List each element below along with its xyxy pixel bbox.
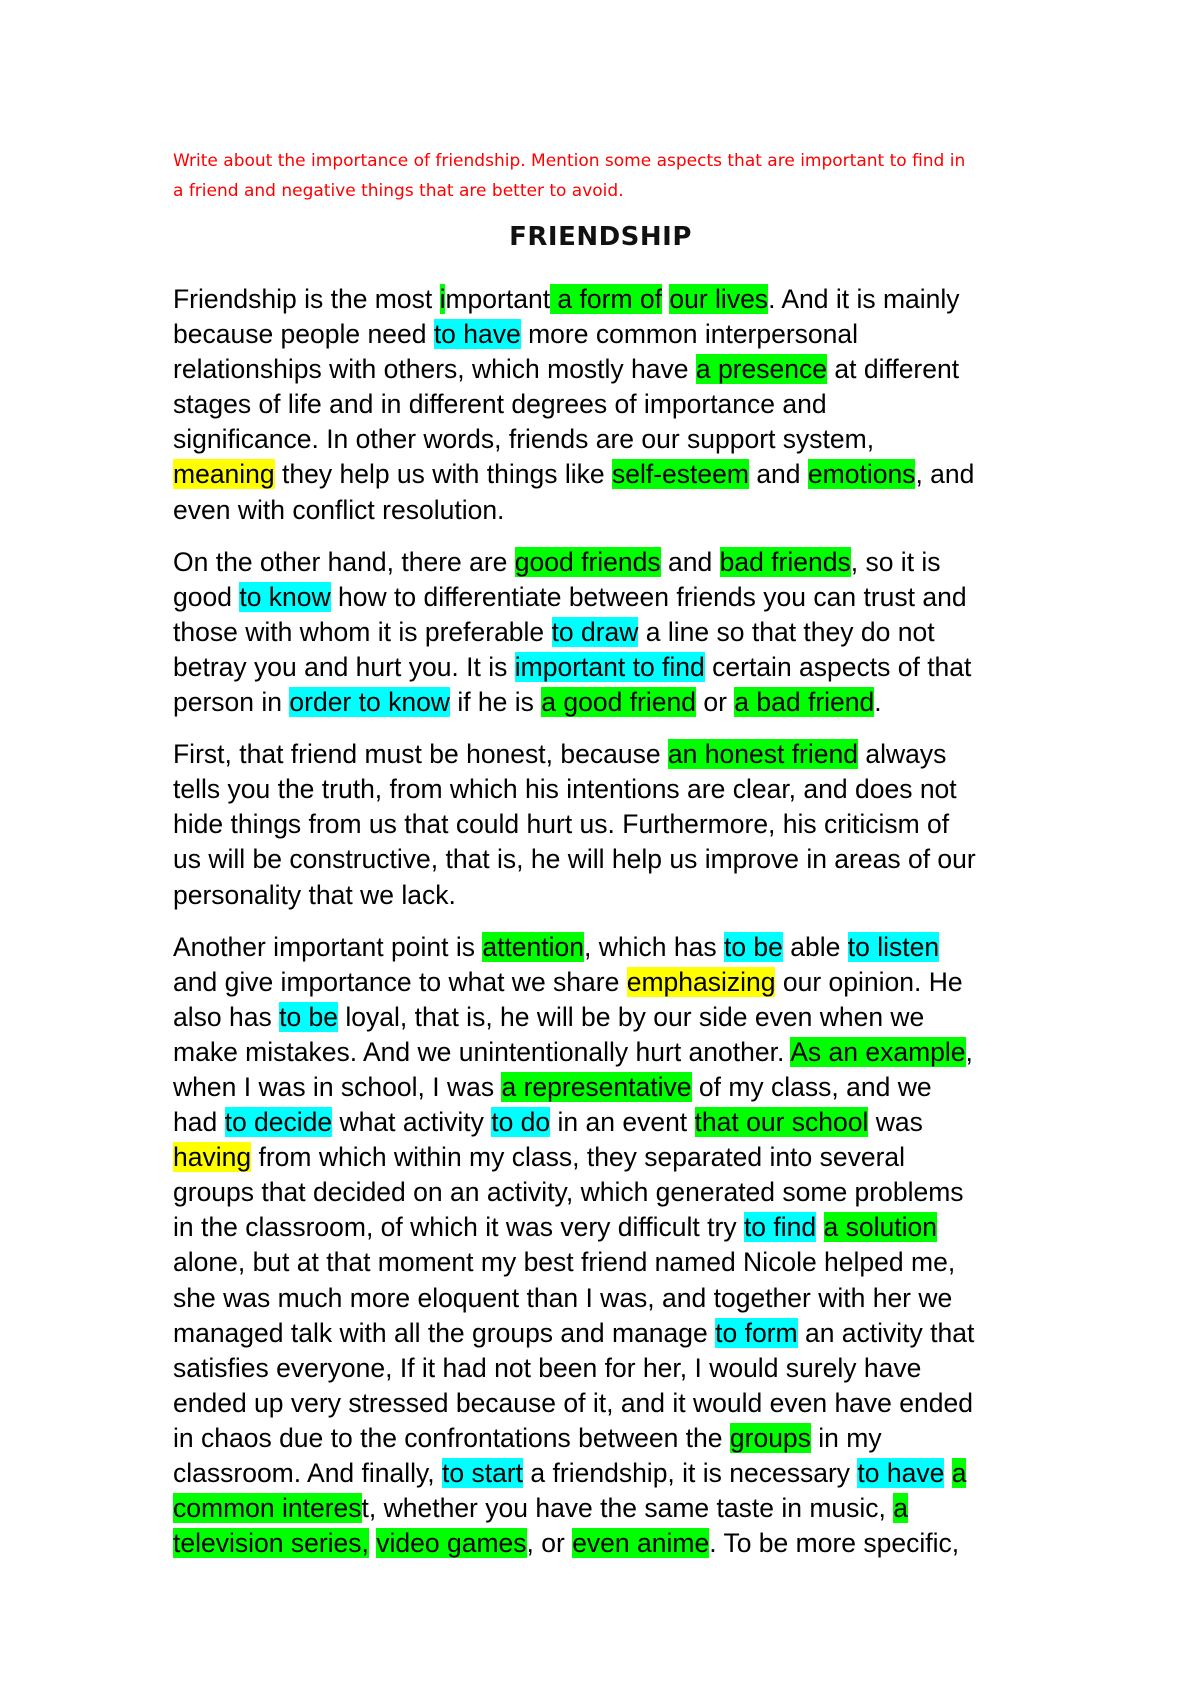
highlighted-phrase: common interes xyxy=(173,1493,362,1524)
highlighted-phrase: to start xyxy=(442,1458,524,1488)
text-line xyxy=(173,1281,1053,1316)
highlighted-phrase: a good friend xyxy=(541,687,696,718)
text-run: because people need xyxy=(173,319,434,350)
text-line xyxy=(173,1035,1053,1070)
text-run: good xyxy=(173,581,240,612)
highlighted-phrase: our lives xyxy=(669,284,769,314)
text-line xyxy=(173,807,1053,842)
text-line xyxy=(173,615,1053,650)
text-line xyxy=(173,1526,1053,1561)
highlighted-phrase: bad friends xyxy=(719,546,851,577)
text-line xyxy=(173,842,1053,877)
highlighted-phrase: order to know xyxy=(289,687,450,718)
highlighted-phrase: emphasizing xyxy=(626,966,776,997)
text-line xyxy=(173,352,1053,387)
text-run xyxy=(944,1458,951,1488)
prompt-line: a friend and negative things that are better to avoid. xyxy=(173,181,624,201)
highlighted-phrase: a xyxy=(951,1458,967,1488)
text-run: Another important point is xyxy=(173,931,483,962)
essay-paragraph xyxy=(173,930,1053,1562)
text-run: at different xyxy=(827,354,960,385)
text-run: in the classroom, of which it was very difficult try xyxy=(173,1212,744,1243)
text-run: . xyxy=(874,687,882,718)
text-run: more common interpersonal xyxy=(520,319,859,350)
text-run: First, that friend must be honest, because xyxy=(173,739,668,770)
text-line xyxy=(173,650,1053,685)
highlighted-phrase: to have xyxy=(857,1458,945,1488)
text-run: in my xyxy=(810,1422,882,1453)
highlighted-phrase: emotions xyxy=(807,459,916,490)
text-run: our opinion. He xyxy=(775,966,963,997)
text-line xyxy=(173,1140,1053,1175)
text-run: , which has xyxy=(584,931,724,962)
highlighted-phrase: having xyxy=(173,1142,252,1173)
highlighted-phrase: attention xyxy=(482,931,585,962)
highlighted-phrase: to be xyxy=(279,1001,339,1032)
highlighted-phrase: i xyxy=(439,284,446,314)
text-line xyxy=(173,772,1053,807)
text-line xyxy=(173,1070,1053,1105)
text-run: also has xyxy=(173,1001,280,1032)
essay-paragraph xyxy=(173,545,1053,720)
highlighted-phrase: even anime xyxy=(572,1528,710,1559)
highlighted-phrase: a form of xyxy=(550,284,662,314)
highlighted-phrase: good friends xyxy=(514,546,661,577)
text-line xyxy=(173,580,1053,615)
highlighted-phrase: to do xyxy=(491,1107,551,1138)
highlighted-phrase: meaning xyxy=(173,459,275,490)
text-run: they help us with things like xyxy=(274,459,612,490)
highlighted-phrase: a solution xyxy=(823,1212,937,1243)
text-line xyxy=(173,1351,1053,1386)
text-run: , so it is xyxy=(850,546,941,577)
text-line xyxy=(173,1105,1053,1140)
essay-paragraph xyxy=(173,282,1053,528)
text-line xyxy=(173,387,1053,422)
text-run: a line so that they do not xyxy=(638,616,935,647)
highlighted-phrase: an honest friend xyxy=(667,739,858,770)
text-run: us will be constructive, that is, he will help us improve in areas of our xyxy=(173,844,976,875)
text-run: a friendship, it is necessary xyxy=(523,1458,858,1488)
text-run: , xyxy=(965,1036,973,1067)
text-run: ended up very stressed because of it, and it would even have ended xyxy=(173,1387,973,1418)
text-run: in an event xyxy=(550,1107,695,1138)
essay-paragraph xyxy=(173,737,1053,912)
highlighted-phrase: important to find xyxy=(514,651,705,682)
text-run: personality that we lack. xyxy=(173,879,456,910)
highlighted-phrase: to have xyxy=(433,319,521,350)
text-run: stages of life and in different degrees of importance and xyxy=(173,389,827,420)
text-run: tells you the truth, from which his intentions are clear, and does not xyxy=(173,774,957,805)
text-run: Friendship is the most xyxy=(173,284,440,314)
text-run: what activity xyxy=(332,1107,492,1138)
text-line xyxy=(173,878,1053,913)
highlighted-phrase: self-esteem xyxy=(611,459,749,490)
text-run: make mistakes. And we unintentionally hurt another. xyxy=(173,1036,791,1067)
text-line xyxy=(173,685,1053,720)
text-run: certain aspects of that xyxy=(704,651,972,682)
text-line xyxy=(173,1491,1053,1526)
text-line xyxy=(173,930,1053,965)
text-line xyxy=(173,282,1053,317)
text-run: when I was in school, I was xyxy=(173,1071,502,1102)
text-run: an activity that xyxy=(797,1317,975,1348)
essay-title: FRIENDSHIP xyxy=(509,222,692,252)
highlighted-phrase: to listen xyxy=(847,931,940,962)
highlighted-phrase: to form xyxy=(715,1317,798,1348)
text-line xyxy=(173,1421,1053,1456)
text-run: On the other hand, there are xyxy=(173,546,515,577)
text-line xyxy=(173,457,1053,492)
text-run: and give importance to what we share xyxy=(173,966,627,997)
highlighted-phrase: to decide xyxy=(224,1107,333,1138)
text-run: mportant xyxy=(445,284,551,314)
text-run: , or xyxy=(526,1528,573,1559)
text-run: , and xyxy=(915,459,975,490)
text-line xyxy=(173,1175,1053,1210)
prompt-line: Write about the importance of friendship. Mention some aspects that are important to find in xyxy=(173,151,966,171)
text-run: in chaos due to the confrontations between the xyxy=(173,1422,730,1453)
highlighted-phrase: television series, xyxy=(173,1528,369,1559)
text-run: from which within my class, they separated into several xyxy=(251,1142,906,1173)
text-run: t, whether you have the same taste in music, xyxy=(361,1493,894,1524)
text-run: was xyxy=(868,1107,923,1138)
highlighted-phrase: that our school xyxy=(694,1107,869,1138)
highlighted-phrase: to draw xyxy=(551,616,639,647)
text-run: managed talk with all the groups and manage xyxy=(173,1317,716,1348)
text-run: those with whom it is preferable xyxy=(173,616,552,647)
text-line xyxy=(173,1316,1053,1351)
highlighted-phrase: to find xyxy=(743,1212,817,1243)
text-line xyxy=(173,1386,1053,1421)
text-line xyxy=(173,545,1053,580)
text-line xyxy=(173,1245,1053,1280)
text-run: and xyxy=(660,546,720,577)
text-line xyxy=(173,422,1053,457)
highlighted-phrase: to know xyxy=(239,581,331,612)
text-run: and xyxy=(748,459,808,490)
text-run: how to differentiate between friends you can trust and xyxy=(330,581,967,612)
text-run: of my class, and we xyxy=(691,1071,932,1102)
highlighted-phrase: a representative xyxy=(501,1071,692,1102)
text-run: . To be more specific, xyxy=(709,1528,960,1559)
text-run: . And it is mainly xyxy=(768,284,960,314)
text-run: person in xyxy=(173,687,290,718)
text-line xyxy=(173,317,1053,352)
text-line xyxy=(173,737,1053,772)
text-run: classroom. And finally, xyxy=(173,1458,443,1488)
text-run: loyal, that is, he will be by our side even when we xyxy=(338,1001,925,1032)
text-run: significance. In other words, friends are our support system, xyxy=(173,424,875,455)
highlighted-phrase: video games xyxy=(376,1528,527,1559)
highlighted-phrase: a bad friend xyxy=(734,687,875,718)
text-line xyxy=(173,1000,1053,1035)
text-run: if he is xyxy=(449,687,542,718)
text-run: groups that decided on an activity, which generated some problems xyxy=(173,1177,964,1208)
text-run: betray you and hurt you. It is xyxy=(173,651,515,682)
text-run: always xyxy=(857,739,947,770)
highlighted-phrase: groups xyxy=(729,1422,811,1453)
essay-body xyxy=(173,282,1053,1578)
assignment-prompt xyxy=(173,146,1053,206)
text-line xyxy=(173,1210,1053,1245)
highlighted-phrase: to be xyxy=(723,931,783,962)
text-run: even with conflict resolution. xyxy=(173,494,505,525)
text-run: or xyxy=(696,687,735,718)
text-line xyxy=(173,1456,1053,1491)
highlighted-phrase: a xyxy=(893,1493,908,1524)
text-run: alone, but at that moment my best friend named Nicole helped me, xyxy=(173,1247,956,1278)
text-line xyxy=(173,965,1053,1000)
highlighted-phrase: As an example xyxy=(790,1036,966,1067)
text-run xyxy=(816,1212,823,1242)
text-line xyxy=(173,493,1053,528)
text-run: relationships with others, which mostly have xyxy=(173,354,696,385)
highlighted-phrase: a presence xyxy=(695,354,827,385)
text-run: satisfies everyone, If it had not been for her, I would surely have xyxy=(173,1352,922,1383)
text-run: had xyxy=(173,1107,225,1138)
text-run: able xyxy=(782,931,848,962)
text-run: hide things from us that could hurt us. Furthermore, his criticism of xyxy=(173,809,950,840)
text-run: she was much more eloquent than I was, and together with her we xyxy=(173,1282,953,1313)
